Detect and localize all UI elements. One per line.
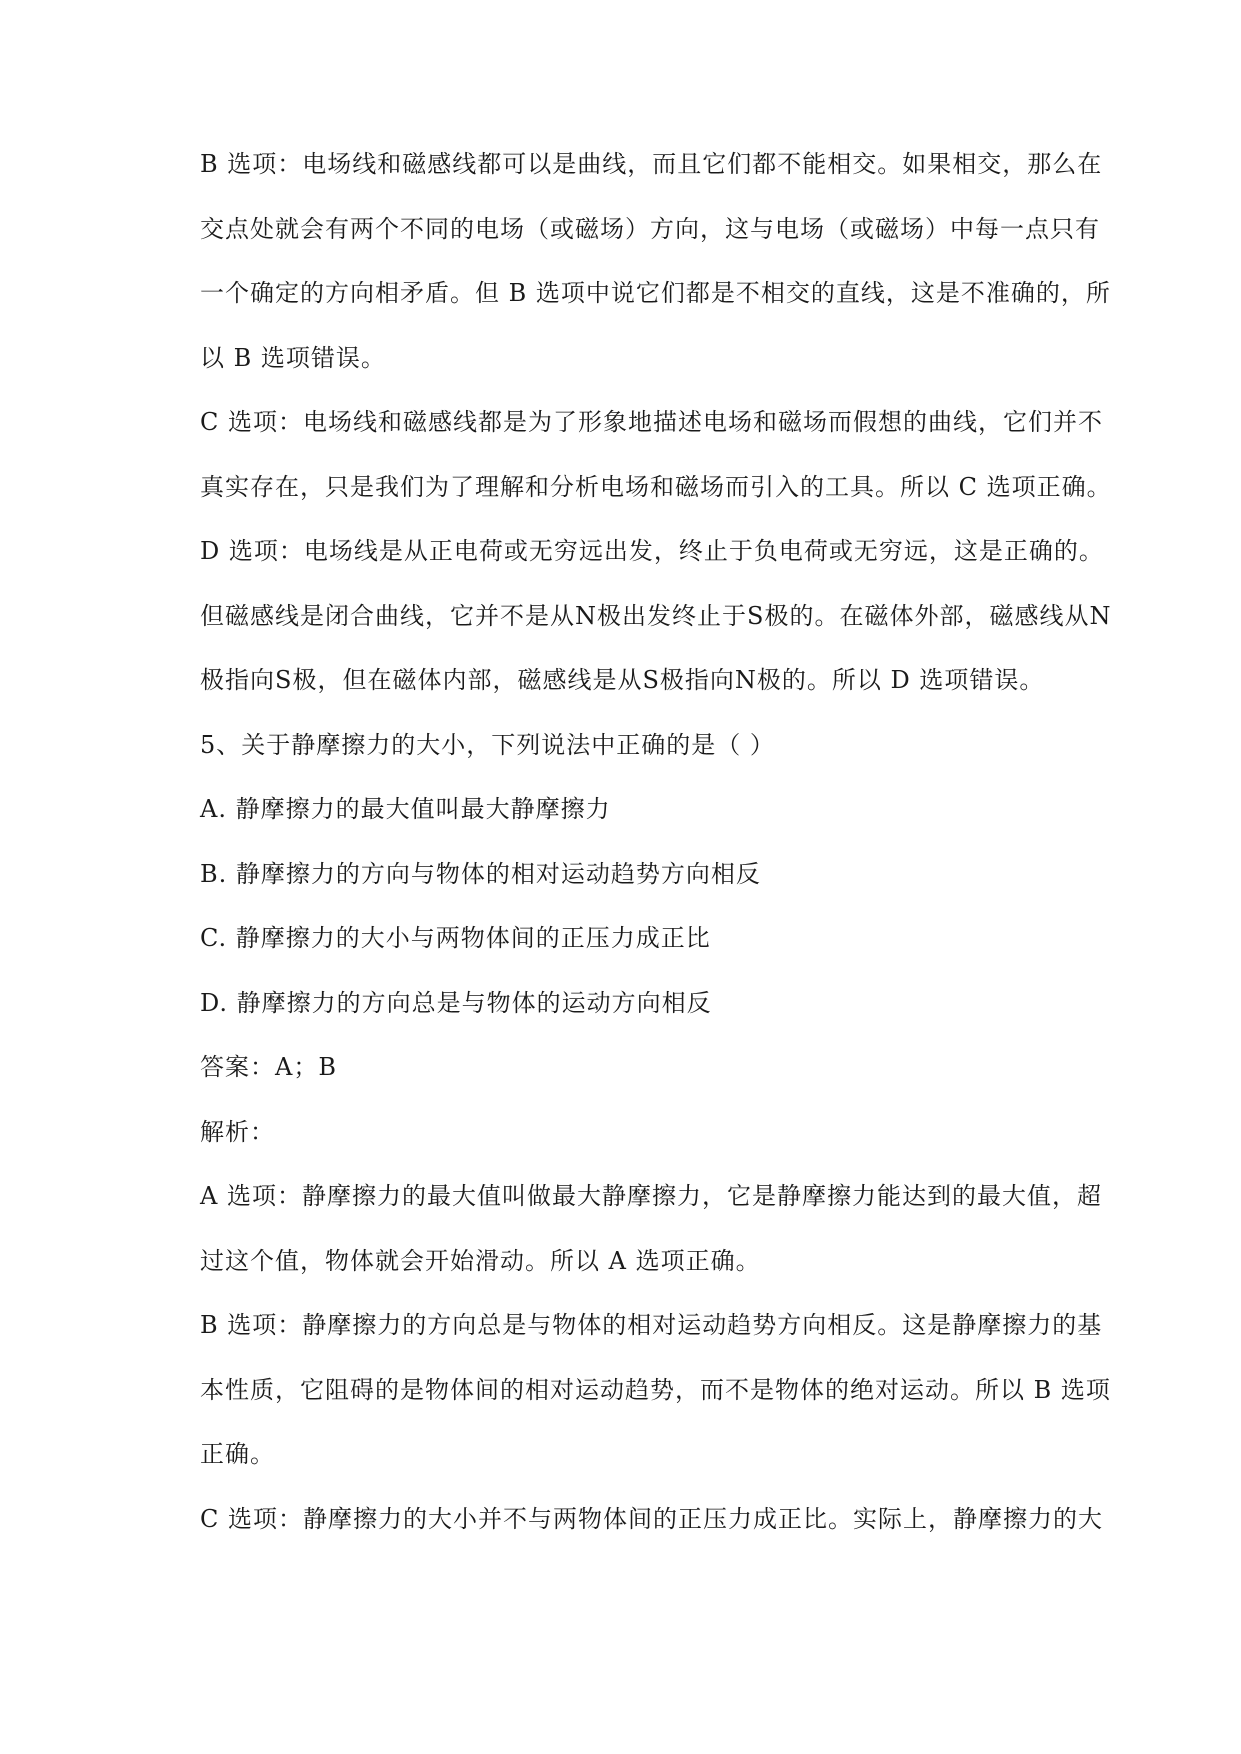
analysis-b-option-3: 正确。 (200, 1440, 275, 1468)
text-line-b-option-3: 一个确定的方向相矛盾。但 B 选项中说它们都是不相交的直线，这是不准确的，所 (200, 279, 1111, 307)
text-line-d-option-1: D 选项：电场线是从正电荷或无穷远出发，终止于负电荷或无穷远，这是正确的。 (200, 537, 1104, 565)
analysis-b-option-2: 本性质，它阻碍的是物体间的相对运动趋势，而不是物体的绝对运动。所以 B 选项 (200, 1375, 1111, 1404)
text-line-b-option-1: B 选项：电场线和磁感线都可以是曲线，而且它们都不能相交。如果相交，那么在 (200, 150, 1103, 178)
analysis-heading: 解析： (200, 1117, 275, 1146)
text-line-d-option-3: 极指向S极，但在磁体内部，磁感线是从S极指向N极的。所以 D 选项错误。 (200, 666, 1045, 694)
analysis-a-option-1: A 选项：静摩擦力的最大值叫做最大静摩擦力，它是静摩擦力能达到的最大值，超 (200, 1182, 1102, 1210)
analysis-a-option-2: 过这个值，物体就会开始滑动。所以 A 选项正确。 (200, 1246, 761, 1275)
question-5-choice-b: B. 静摩擦力的方向与物体的相对运动趋势方向相反 (200, 859, 761, 888)
question-5-choice-c: C. 静摩擦力的大小与两物体间的正压力成正比 (200, 924, 711, 952)
text-line-d-option-2: 但磁感线是闭合曲线，它并不是从N极出发终止于S极的。在磁体外部，磁感线从N (200, 601, 1112, 630)
text-line-c-option-2: 真实存在，只是我们为了理解和分析电场和磁场而引入的工具。所以 C 选项正确。 (200, 472, 1112, 501)
question-5-stem: 5、关于静摩擦力的大小，下列说法中正确的是（ ） (200, 730, 775, 759)
analysis-c-option-1: C 选项：静摩擦力的大小并不与两物体间的正压力成正比。实际上，静摩擦力的大 (200, 1504, 1103, 1533)
question-5-answer: 答案：A；B (200, 1053, 337, 1081)
question-5-choice-d: D. 静摩擦力的方向总是与物体的运动方向相反 (200, 988, 712, 1017)
analysis-b-option-1: B 选项：静摩擦力的方向总是与物体的相对运动趋势方向相反。这是静摩擦力的基 (200, 1311, 1103, 1339)
text-line-c-option-1: C 选项：电场线和磁感线都是为了形象地描述电场和磁场而假想的曲线，它们并不 (200, 408, 1103, 436)
text-line-b-option-4: 以 B 选项错误。 (200, 343, 386, 372)
text-line-b-option-2: 交点处就会有两个不同的电场（或磁场）方向，这与电场（或磁场）中每一点只有 (200, 214, 1100, 243)
question-5-choice-a: A. 静摩擦力的最大值叫最大静摩擦力 (200, 795, 611, 823)
document-body (200, 146, 1112, 1565)
